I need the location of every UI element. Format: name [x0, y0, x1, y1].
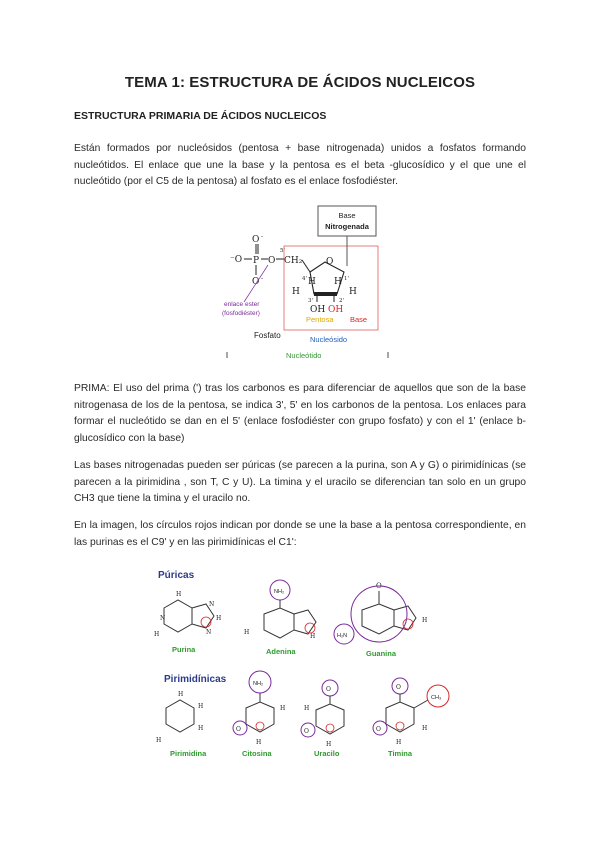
svg-text:O: O [252, 277, 260, 287]
guanina-label: Guanina [366, 649, 397, 658]
svg-text:2': 2' [339, 298, 345, 304]
svg-text:O: O [268, 256, 276, 266]
svg-text:H: H [422, 725, 428, 732]
fosfato-label: Fosfato [254, 331, 281, 340]
svg-text:H: H [422, 617, 428, 624]
svg-text:O: O [236, 726, 241, 733]
svg-text:H: H [280, 705, 286, 712]
svg-text:H: H [176, 591, 182, 598]
svg-text:1': 1' [344, 276, 350, 282]
svg-text:O: O [326, 257, 334, 267]
enlace-ester-label: enlace ester [224, 301, 260, 308]
svg-text:N: N [160, 615, 166, 622]
oh-2prime: OH [328, 305, 344, 315]
svg-text:NH₂: NH₂ [253, 681, 264, 687]
pirimidina-label: Pirimidina [170, 749, 207, 758]
base-box-label: Base [338, 211, 356, 220]
pentosa-label: Pentosa [306, 315, 334, 324]
svg-text:-: - [261, 275, 264, 282]
nucleosido-label: Nucleósido [310, 335, 348, 344]
puricas-heading: Púricas [158, 570, 195, 581]
svg-text:P: P [253, 256, 260, 266]
nucleotido-label: Nucleótido [286, 351, 322, 360]
svg-text:H: H [256, 739, 262, 746]
svg-text:O: O [326, 686, 331, 693]
uracilo-structure [316, 696, 344, 734]
svg-text:3': 3' [308, 298, 314, 304]
svg-text:N: N [206, 629, 212, 636]
nucleotide-diagram [222, 202, 392, 362]
svg-text:H: H [326, 741, 332, 748]
svg-text:-: - [261, 233, 264, 240]
guanina-structure [362, 591, 416, 634]
svg-text:H: H [244, 629, 250, 636]
paragraph-circles: En la imagen, los círculos rojos indican por donde se une la base a la pentosa correspondiente, en las purinas es el C9' y en las pirimidínicas el C1': [74, 520, 526, 548]
svg-text:O: O [396, 684, 401, 691]
paragraph-prima: PRIMA: El uso del prima (') tras los carbonos es para diferenciar de aquellos que son de la base nitrogenasa de los de la pentosa, se indica 3', 5' en los carbonos de la pentosa. Los enlaces para formar el nucleótido se dan en el 5' (enlace fosfodiéster con grupo fosfato) y con el 1' (enlace b-glucosídico con la base) [74, 383, 526, 444]
svg-text:H: H [216, 615, 222, 622]
svg-text:H: H [292, 287, 300, 297]
paragraph-bases: Las bases nitrogenadas pueden ser púricas (se parecen a la purina, son A y G) o pirimidínicas (se parecen a la pirimidina , son T, C y U). La timina y el uracilo se diferencian tan solo en un grupo CH3 que tiene la timina y el uracilo no. [74, 460, 526, 504]
svg-text:H: H [154, 631, 160, 638]
svg-text:H₂N: H₂N [337, 633, 348, 639]
svg-text:(fosfodiéster): (fosfodiéster) [222, 310, 260, 317]
svg-text:H: H [178, 691, 184, 698]
uracilo-label: Uracilo [314, 749, 340, 758]
adenina-label: Adenina [266, 647, 296, 656]
page-title: TEMA 1: ESTRUCTURA DE ÁCIDOS NUCLEICOS [124, 74, 476, 91]
svg-text:N: N [209, 601, 215, 608]
svg-text:H: H [396, 739, 402, 746]
svg-text:CH₂: CH₂ [284, 256, 303, 266]
svg-text:O: O [376, 582, 382, 590]
svg-text:H: H [198, 703, 204, 710]
svg-text:O: O [304, 728, 309, 735]
citosina-label: Citosina [242, 749, 272, 758]
svg-text:Nitrogenada: Nitrogenada [325, 222, 369, 231]
svg-text:H: H [198, 725, 204, 732]
timina-label: Timina [388, 749, 413, 758]
svg-text:4': 4' [302, 276, 308, 282]
oh-3prime: OH [310, 305, 326, 315]
svg-text:H: H [308, 277, 316, 287]
section-heading: ESTRUCTURA PRIMARIA DE ÁCIDOS NUCLEICOS [74, 110, 327, 122]
pirimidina-structure [166, 700, 194, 732]
svg-text:H: H [334, 277, 342, 287]
svg-text:H: H [349, 287, 357, 297]
svg-text:O: O [376, 726, 381, 733]
purina-label: Purina [172, 645, 196, 654]
adenina-nh2: NH₂ [274, 589, 285, 595]
nitrogen-bases-diagram [136, 560, 466, 770]
svg-text:O: O [252, 235, 260, 245]
svg-text:H: H [156, 737, 162, 744]
svg-text:⁻O: ⁻O [230, 255, 243, 265]
svg-text:H: H [304, 705, 310, 712]
citosina-structure [246, 693, 274, 732]
base-label: Base [350, 315, 368, 324]
svg-text:CH₃: CH₃ [431, 695, 442, 701]
pirimidinicas-heading: Pirimidínicas [164, 674, 227, 685]
paragraph-intro: Están formados por nucleósidos (pentosa + base nitrogenada) unidos a fosfatos formando nucleótidos. El enlace que une la base y la pentosa es el beta -glucosídico y el que une el nucleótido (por el C5 de la pentosa) al fosfato es el enlace fosfodiéster. [74, 143, 526, 187]
svg-text:H: H [310, 633, 316, 640]
svg-text:5': 5' [280, 248, 286, 254]
